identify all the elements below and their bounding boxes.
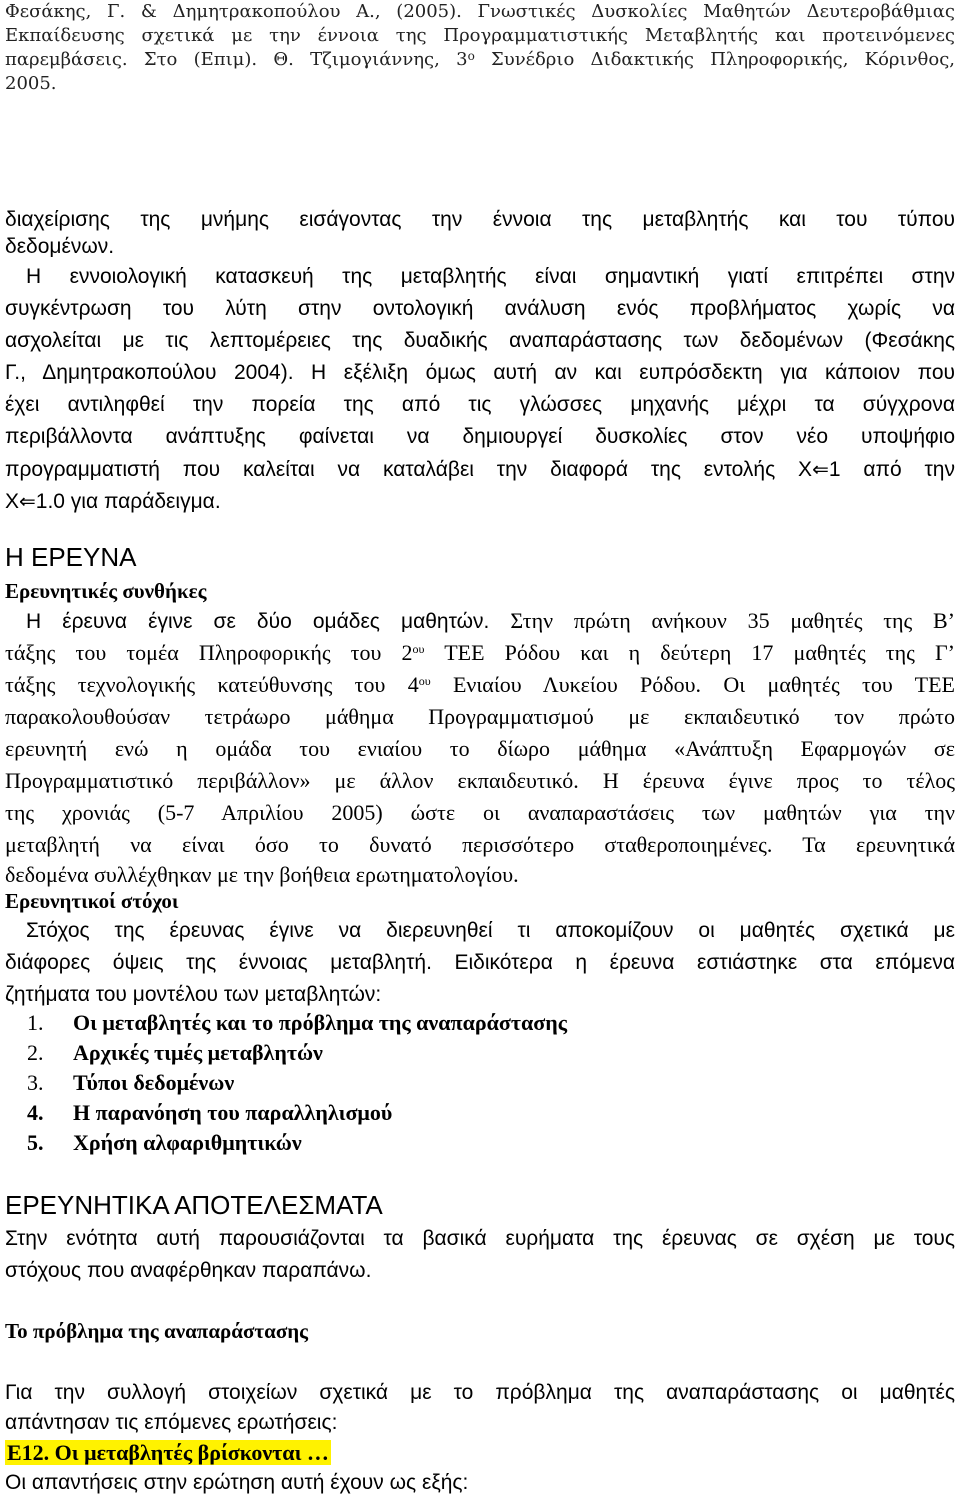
- body-line: Η έρευνα έγινε σε δύο ομάδες μαθητών. Στην πρώτη ανήκουν 35 μαθητές της Β’: [26, 608, 955, 633]
- citation-line: Εκπαίδευσης σχετικά με την έννοια της Προγραμματιστικής Μεταβλητής και προτεινόμενες: [5, 25, 955, 46]
- body-line: απάντησαν τις επόμενες ερωτήσεις:: [5, 1411, 338, 1434]
- body-line: δεδομένων.: [5, 235, 115, 258]
- list-number: 1.: [27, 1010, 44, 1035]
- section-heading: Η ΕΡΕΥΝΑ: [5, 542, 137, 572]
- list-item: 2. Αρχικές τιμές μεταβλητών: [5, 1038, 955, 1068]
- question-label: [5, 1438, 955, 1468]
- subsection-heading: Ερευνητικοί στόχοι: [5, 889, 179, 913]
- list-number: 3.: [27, 1070, 44, 1095]
- highlighted-question: Ε12. Οι μεταβλητές βρίσκονται …: [7, 1440, 329, 1465]
- body-line: προγραμματιστή που καλείται να καταλάβει την διαφορά της εντολής Χ⇐1 από την: [5, 457, 955, 481]
- subsection-heading: Το πρόβλημα της αναπαράστασης: [5, 1319, 309, 1343]
- list-number: 4.: [27, 1100, 44, 1125]
- body-line: Η εννοιολογική κατασκευή της μεταβλητής είναι σημαντική γιατί επιτρέπει στην: [26, 265, 955, 288]
- body-line: της χρονιάς (5-7 Απριλίου 2005) ώστε οι αναπαραστάσεις των μαθητών για την: [5, 800, 955, 825]
- body-line: ζητήματα του μοντέλου των μεταβλητών:: [5, 983, 382, 1006]
- citation-line: παρεμβάσεις. Στο (Επιμ). Θ. Τζιμογιάννης, $3^o$ Συνέδριο Διδακτικής Πληροφορικής, Κόρινθος,: [5, 49, 955, 70]
- body-line: Στην ενότητα αυτή παρουσιάζονται τα βασικά ευρήματα της έρευνας σε σχέση με τους: [5, 1227, 955, 1250]
- body-line: διάφορες όψεις της έννοιας μεταβλητή. Ειδικότερα η έρευνα εστιάστηκε στα επόμενα: [5, 951, 955, 974]
- superscript: ου: [418, 674, 431, 688]
- body-line: Χ⇐1.0 για παράδειγμα.: [5, 489, 221, 513]
- body-line: τάξης τεχνολογικής κατεύθυνσης του $4^{o\upsilon}$ Ενιαίου Λυκείου Ρόδου. Οι μαθητές του ΤΕΕ: [5, 672, 955, 697]
- body-line: διαχείρισης της μνήμης εισάγοντας την έννοια της μεταβλητής και του τύπου: [5, 208, 955, 231]
- list-item: 3. Τύποι δεδομένων: [5, 1068, 955, 1098]
- body-line: Για την συλλογή στοιχείων σχετικά με το πρόβλημα της αναπαράστασης οι μαθητές: [5, 1381, 955, 1404]
- list-item: 5. Χρήση αλφαριθμητικών: [5, 1128, 955, 1158]
- citation-line: 2005.: [5, 73, 57, 94]
- subsection-heading: Ερευνητικές συνθήκες: [5, 579, 207, 603]
- body-line: ασχολείται με τις λεπτομέρειες της δυαδικής αναπαράστασης των δεδομένων (Φεσάκης: [5, 329, 955, 352]
- body-line: δεδομένα συλλέχθηκαν με την βοήθεια ερωτηματολογίου.: [5, 862, 519, 887]
- body-line: τάξης του τομέα Πληροφορικής του $2^{o\upsilon}$ ΤΕΕ Ρόδου και η δεύτερη 17 μαθητές της Γ’: [5, 640, 955, 665]
- list-item: 1. Οι μεταβλητές και το πρόβλημα της αναπαράστασης: [5, 1008, 955, 1038]
- list-number: 5.: [27, 1130, 44, 1155]
- citation-header: [5, 0, 955, 96]
- body-line: στόχους που αναφέρθηκαν παραπάνω.: [5, 1259, 372, 1282]
- left-arrow-icon: ⇐: [19, 489, 36, 513]
- body-line: Στόχος της έρευνας έγινε να διερευνηθεί τι αποκομίζουν οι μαθητές σχετικά με: [26, 919, 955, 942]
- body-line: συγκέντρωση του λύτη στην οντολογική ανάλυση ενός προβλήματος χωρίς να: [5, 297, 955, 320]
- body-line: Οι απαντήσεις στην ερώτηση αυτή έχουν ως εξής:: [5, 1471, 469, 1494]
- citation-line: Φεσάκης, Γ. & Δημητρακοπούλου Α., (2005). Γνωστικές Δυσκολίες Μαθητών Δευτεροβάθμιας: [5, 1, 955, 22]
- body-line: Προγραμματιστικό περιβάλλον» με άλλον εκπαιδευτικό. Η έρευνα έγινε προς το τέλος: [5, 768, 955, 793]
- section-heading: ΕΡΕΥΝΗΤΙΚΑ ΑΠΟΤΕΛΕΣΜΑΤΑ: [5, 1190, 383, 1220]
- body-line: έχει αντιληφθεί την πορεία της από τις γλώσσες μηχανής μέχρι τα σύγχρονα: [5, 393, 955, 416]
- body-line: παρακολουθούσαν τετράωρο μάθημα Προγραμματισμού με εκπαιδευτικό τον πρώτο: [5, 704, 955, 729]
- body-line: μεταβλητή να είναι όσο το δυνατό περισσότερο σταθεροποιημένες. Τα ερευνητικά: [5, 832, 955, 857]
- superscript: ο: [467, 49, 475, 63]
- body-line: περιβάλλοντα ανάπτυξης φαίνεται να δημιουργεί δυσκολίες στον νέο υποψήφιο: [5, 425, 955, 448]
- superscript: ου: [412, 642, 425, 656]
- list-item: 4. Η παρανόηση του παραλληλισμού: [5, 1098, 955, 1128]
- body-line: ερευνητή ενώ η ομάδα του ενιαίου το δίωρο μάθημα «Ανάπτυξη Εφαρμογών σε: [5, 736, 955, 761]
- list-number: 2.: [27, 1040, 44, 1065]
- left-arrow-icon: ⇐: [812, 457, 829, 481]
- body-line: Γ., Δημητρακοπούλου 2004). Η εξέλιξη όμως αυτή αν και ευπρόσδεκτη για κάποιον που: [5, 361, 955, 384]
